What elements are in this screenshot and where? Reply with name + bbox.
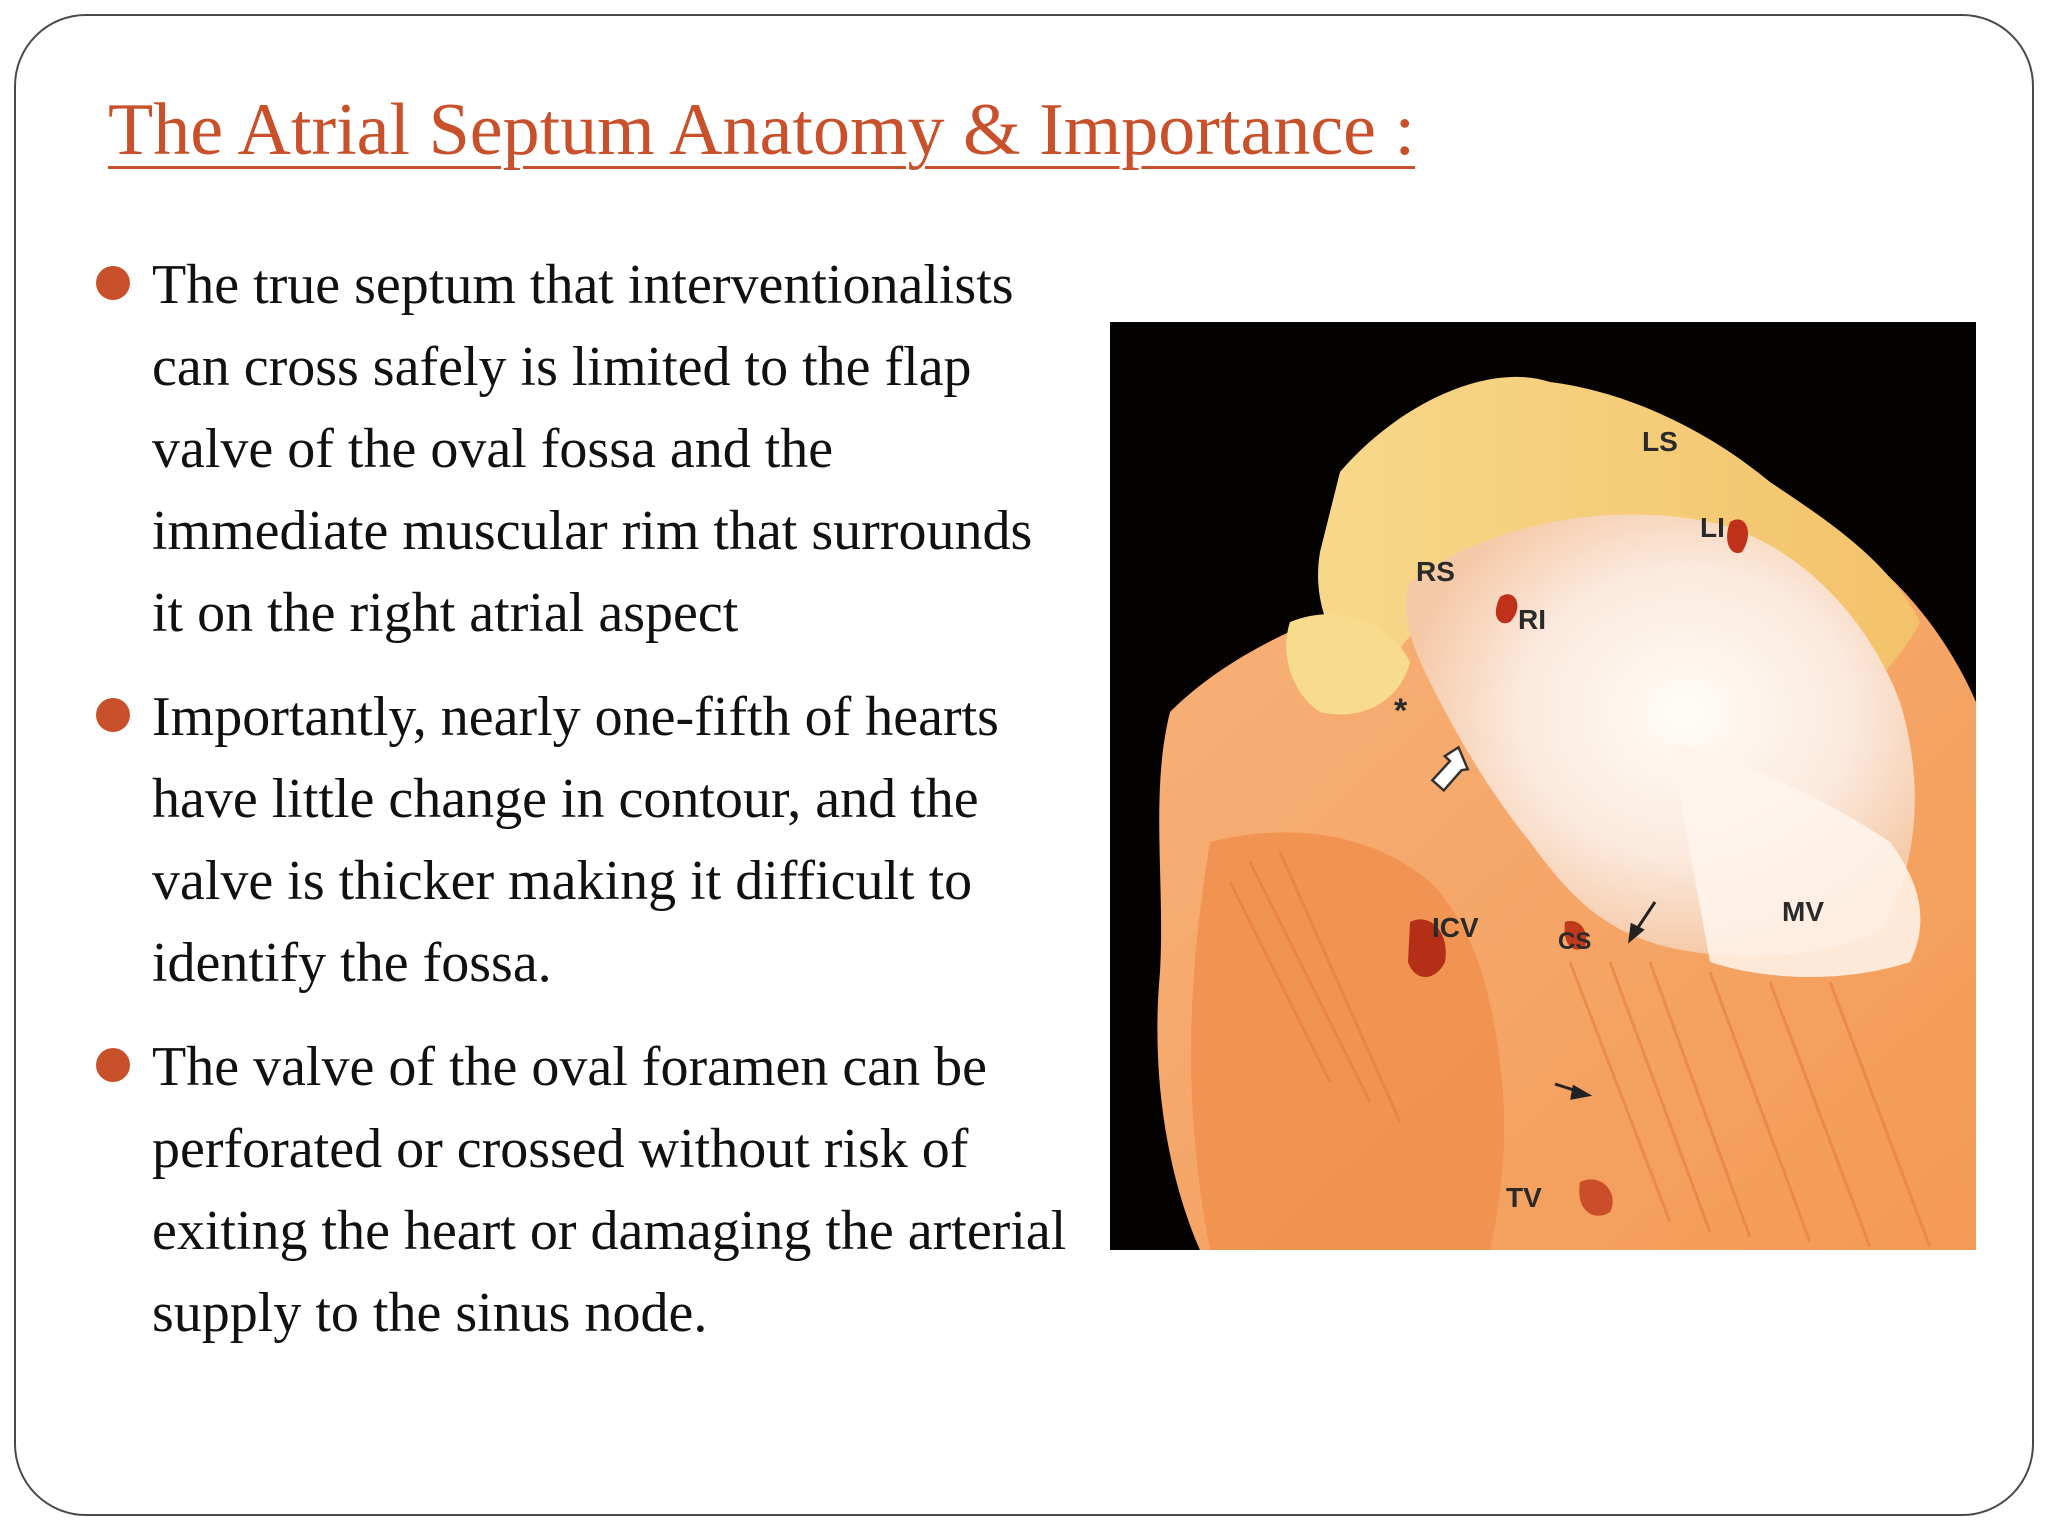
bullet-text: Importantly, nearly one-fifth of hearts have little change in contour, and the valve is thicker making it difficult to identify the fossa. (152, 686, 999, 994)
label-rs: RS (1416, 556, 1455, 587)
bullet-item (96, 244, 1076, 654)
bullet-dot-icon (96, 1048, 130, 1082)
label-li: LI (1700, 512, 1725, 543)
bullet-dot-icon (96, 266, 130, 300)
bullet-item (96, 1026, 1076, 1354)
heart-specimen-illustration (1110, 322, 1976, 1250)
bullet-list (96, 244, 1076, 1376)
label-star: * (1394, 692, 1408, 730)
label-cs: CS (1558, 928, 1592, 955)
bullet-text: The true septum that interventionalists can cross safely is limited to the flap valve of the oval fossa and the immediate muscular rim that surrounds it on the right atrial aspect (152, 254, 1033, 644)
label-ri: RI (1518, 604, 1546, 635)
bullet-item (96, 676, 1076, 1004)
bullet-dot-icon (96, 698, 130, 732)
slide-title: The Atrial Septum Anatomy & Importance : (108, 89, 1416, 171)
label-icv: ICV (1432, 912, 1479, 943)
label-tv: TV (1506, 1182, 1542, 1213)
label-mv: MV (1782, 896, 1824, 927)
label-ls: LS (1642, 426, 1678, 457)
slide (14, 14, 2034, 1516)
heart-specimen-photo (1110, 322, 1976, 1250)
bullet-text: The valve of the oval foramen can be perforated or crossed without risk of exiting the heart or damaging the arterial supply to the sinus node. (152, 1036, 1067, 1344)
